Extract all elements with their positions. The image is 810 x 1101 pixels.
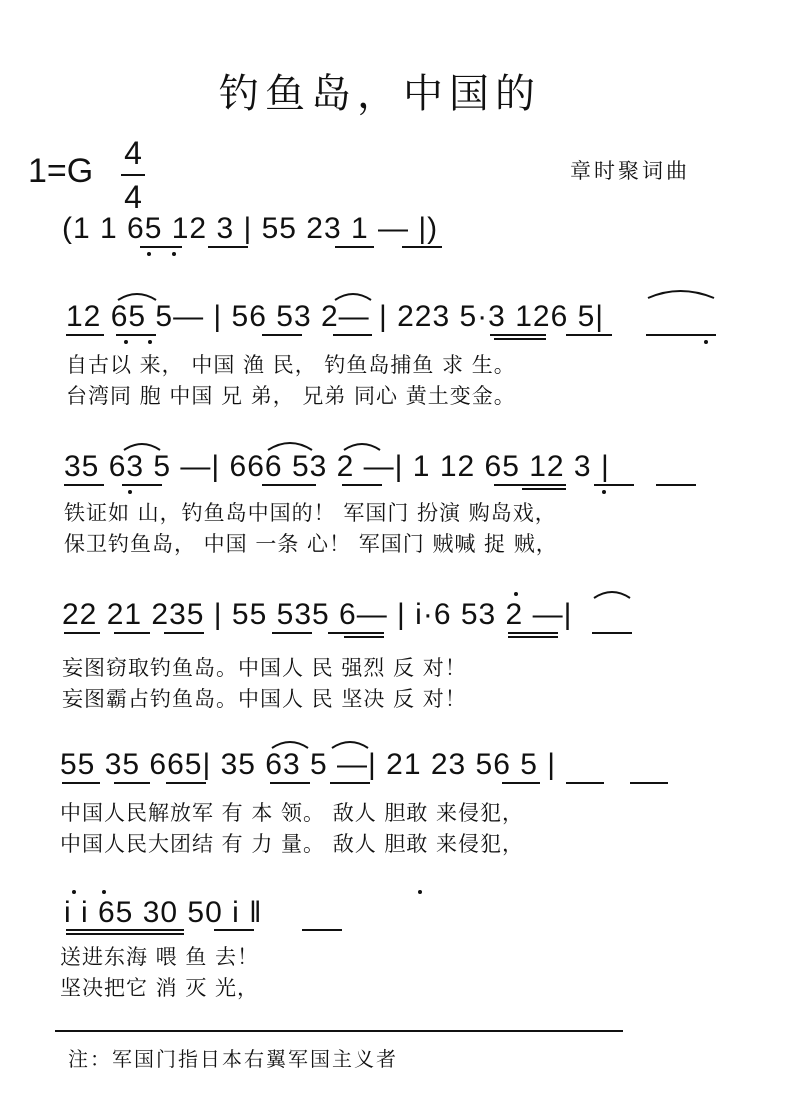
line2-lyric1: 铁证如 山，钓鱼岛中国的！ 军国门 扮演 购岛戏， [64, 501, 557, 525]
time-signature-top: 4 [124, 135, 142, 171]
line3-lyric1: 妄图窃取钓鱼岛。中国人 民 强烈 反 对！ [62, 656, 467, 680]
line5-notes: i i 65 30 50 i ‖ [64, 896, 263, 929]
time-signature-bottom: 4 [124, 179, 142, 215]
intro-notes: (1 1 65 12 3 | 55 23 1 — |) [62, 212, 439, 245]
line5-lyric2: 坚决把它 消 灭 光， [60, 976, 260, 1000]
footnote: 注：军国门指日本右翼军国主义者 [68, 1047, 398, 1071]
line4-lyric1: 中国人民解放军 有 本 领。 敌人 胆敢 来侵犯， [60, 801, 525, 825]
composer-credit: 章时聚词曲 [570, 159, 690, 183]
line1-notes: 12 65 5— | 56 53 2— | 223 5·3 126 5| [66, 300, 605, 333]
song-title: 钓鱼岛，中国的 [219, 71, 541, 117]
line2-notes: 35 63 5 —| 666 53 2 —| 1 12 65 12 3 | [64, 450, 610, 483]
line1-lyric1: 自古以 来， 中国 渔 民， 钓鱼岛捕鱼 求 生。 [66, 353, 516, 377]
line3-lyric2: 妄图霸占钓鱼岛。中国人 民 坚决 反 对！ [62, 687, 467, 711]
line4-notes: 55 35 665| 35 63 5 —| 21 23 56 5 | [60, 748, 557, 781]
line5-lyric1: 送进东海 喂 鱼 去！ [60, 945, 260, 969]
line3-notes: 22 21 235 | 55 535 6— | i·6 53 2 —| [62, 598, 573, 631]
line2-lyric2: 保卫钓鱼岛， 中国 一条 心！ 军国门 贼喊 捉 贼， [64, 532, 558, 556]
key-signature: 1=G [28, 152, 94, 190]
line1-lyric2: 台湾同 胞 中国 兄 弟， 兄弟 同心 黄土变金。 [66, 384, 516, 408]
line4-lyric2: 中国人民大团结 有 力 量。 敌人 胆敢 来侵犯， [60, 832, 525, 856]
